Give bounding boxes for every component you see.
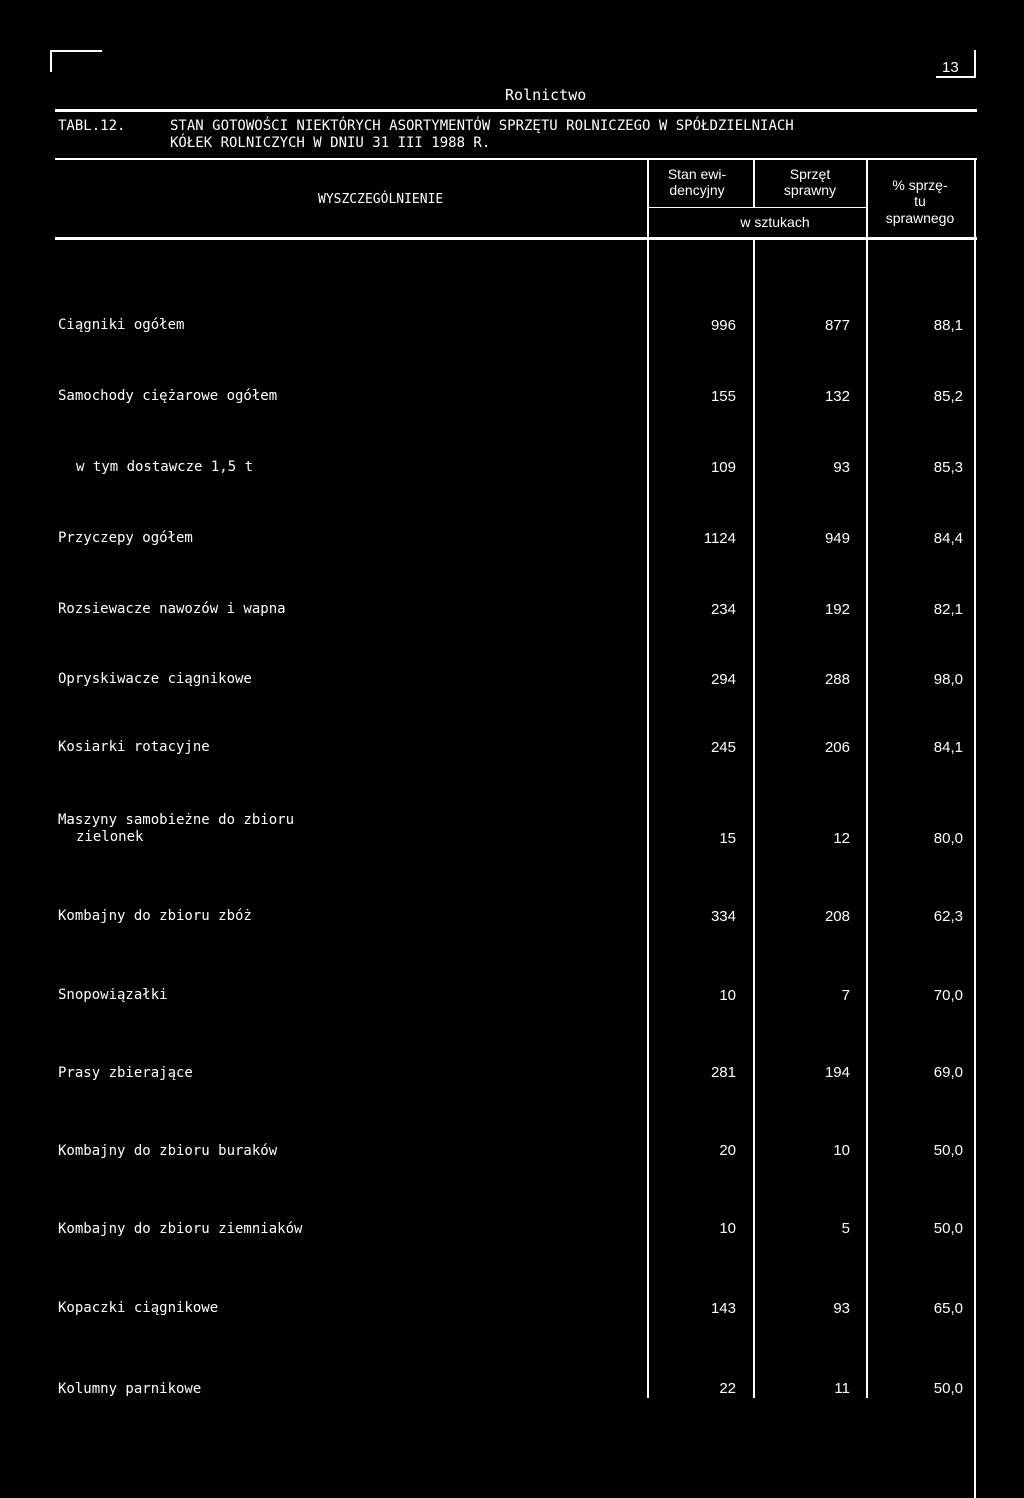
row-label: Przyczepy ogółem — [58, 530, 193, 546]
row-label: Maszyny samobieżne do zbioru — [58, 812, 295, 828]
header-col2-line1: Sprzęt — [789, 166, 831, 182]
row-label: w tym dostawcze 1,5 t — [76, 459, 254, 475]
cell-procent: 50,0 — [933, 1142, 963, 1159]
cell-sprawny: 93 — [833, 459, 850, 476]
column-divider-2 — [753, 238, 755, 1398]
header-units: w sztukach — [740, 214, 810, 230]
row-label: Kombajny do zbioru zbóż — [58, 908, 252, 924]
header-col1-line1: Stan ewi- — [667, 166, 727, 182]
cell-procent: 82,1 — [933, 601, 963, 618]
cell-sprawny: 93 — [833, 1300, 850, 1317]
cell-stan: 996 — [710, 317, 736, 334]
column-divider-right — [974, 158, 976, 1498]
cell-sprawny: 11 — [834, 1380, 850, 1397]
cell-stan: 109 — [710, 459, 736, 476]
cell-stan: 15 — [719, 830, 736, 847]
header-col2-line2: sprawny — [783, 182, 837, 198]
row-label: Kombajny do zbioru ziemniaków — [58, 1221, 303, 1237]
header-col1-line2: dencyjny — [669, 182, 725, 198]
cell-stan: 281 — [710, 1064, 736, 1081]
cell-stan: 234 — [710, 601, 736, 618]
cell-stan: 20 — [719, 1142, 736, 1159]
row-label: Snopowiązałki — [58, 987, 168, 1003]
section-title: Rolnictwo — [505, 86, 587, 104]
cell-stan: 22 — [719, 1380, 736, 1397]
column-divider-1 — [647, 158, 649, 1398]
cell-sprawny: 206 — [824, 739, 850, 756]
cell-sprawny: 194 — [824, 1064, 850, 1081]
row-label: Prasy zbierające — [58, 1065, 193, 1081]
cell-stan: 294 — [710, 671, 736, 688]
row-label: Samochody ciężarowe ogółem — [58, 388, 278, 404]
cell-stan: 1124 — [703, 530, 736, 547]
row-label: Kopaczki ciągnikowe — [58, 1300, 219, 1316]
cell-procent: 80,0 — [933, 830, 963, 847]
cell-sprawny: 12 — [833, 830, 850, 847]
header-col3-line2: tu — [914, 193, 926, 209]
row-label: Rozsiewacze nawozów i wapna — [58, 601, 286, 617]
cell-procent: 50,0 — [933, 1220, 963, 1237]
row-label: Kolumny parnikowe — [58, 1381, 202, 1397]
cell-procent: 69,0 — [933, 1064, 963, 1081]
header-units-rule — [648, 207, 866, 208]
cell-sprawny: 208 — [824, 908, 850, 925]
row-label-continued: zielonek — [76, 829, 144, 845]
cell-procent: 85,2 — [933, 388, 963, 405]
cell-sprawny: 192 — [824, 601, 850, 618]
cell-procent: 84,4 — [933, 530, 963, 547]
cell-stan: 10 — [719, 1220, 736, 1237]
cell-sprawny: 877 — [824, 317, 850, 334]
cell-sprawny: 132 — [824, 388, 850, 405]
cell-sprawny: 288 — [824, 671, 850, 688]
cell-stan: 155 — [710, 388, 736, 405]
cell-sprawny: 10 — [833, 1142, 850, 1159]
page-number-mark-right — [974, 50, 976, 78]
column-divider-3 — [866, 158, 868, 1398]
table-title-line1: STAN GOTOWOŚCI NIEKTÓRYCH ASORTYMENTÓW SPRZĘTU ROLNICZEGO W SPÓŁDZIELNIACH — [170, 118, 794, 134]
cell-stan: 143 — [710, 1300, 736, 1317]
cell-procent: 88,1 — [933, 317, 963, 334]
table-title-line2: KÓŁEK ROLNICZYCH W DNIU 31 III 1988 R. — [170, 135, 491, 151]
cell-procent: 62,3 — [933, 908, 963, 925]
cell-sprawny: 949 — [824, 530, 850, 547]
cell-procent: 50,0 — [933, 1380, 963, 1397]
header-bottom-rule — [55, 237, 977, 240]
corner-mark-top — [50, 50, 102, 52]
cell-procent: 65,0 — [933, 1300, 963, 1317]
page-number-mark-bottom — [936, 76, 976, 78]
row-label: Ciągniki ogółem — [58, 317, 185, 333]
header-col3-line1: % sprzę- — [892, 177, 948, 193]
header-description: WYSZCZEGÓLNIENIE — [318, 192, 444, 207]
corner-mark-left — [50, 50, 52, 72]
cell-stan: 245 — [710, 739, 736, 756]
column-divider-2-header — [753, 158, 755, 208]
cell-sprawny: 5 — [841, 1220, 850, 1237]
row-label: Kosiarki rotacyjne — [58, 739, 210, 755]
table-label: TABL.12. — [58, 118, 126, 134]
cell-procent: 70,0 — [933, 987, 963, 1004]
cell-procent: 98,0 — [933, 671, 963, 688]
page-number: 13 — [942, 59, 959, 76]
header-rule — [55, 158, 977, 160]
cell-stan: 10 — [719, 987, 736, 1004]
cell-sprawny: 7 — [841, 987, 850, 1004]
cell-procent: 84,1 — [933, 739, 963, 756]
cell-procent: 85,3 — [933, 459, 963, 476]
cell-stan: 334 — [710, 908, 736, 925]
row-label: Opryskiwacze ciągnikowe — [58, 671, 252, 687]
row-label: Kombajny do zbioru buraków — [58, 1143, 278, 1159]
top-rule — [55, 109, 977, 112]
header-col3-line3: sprawnego — [885, 210, 955, 226]
